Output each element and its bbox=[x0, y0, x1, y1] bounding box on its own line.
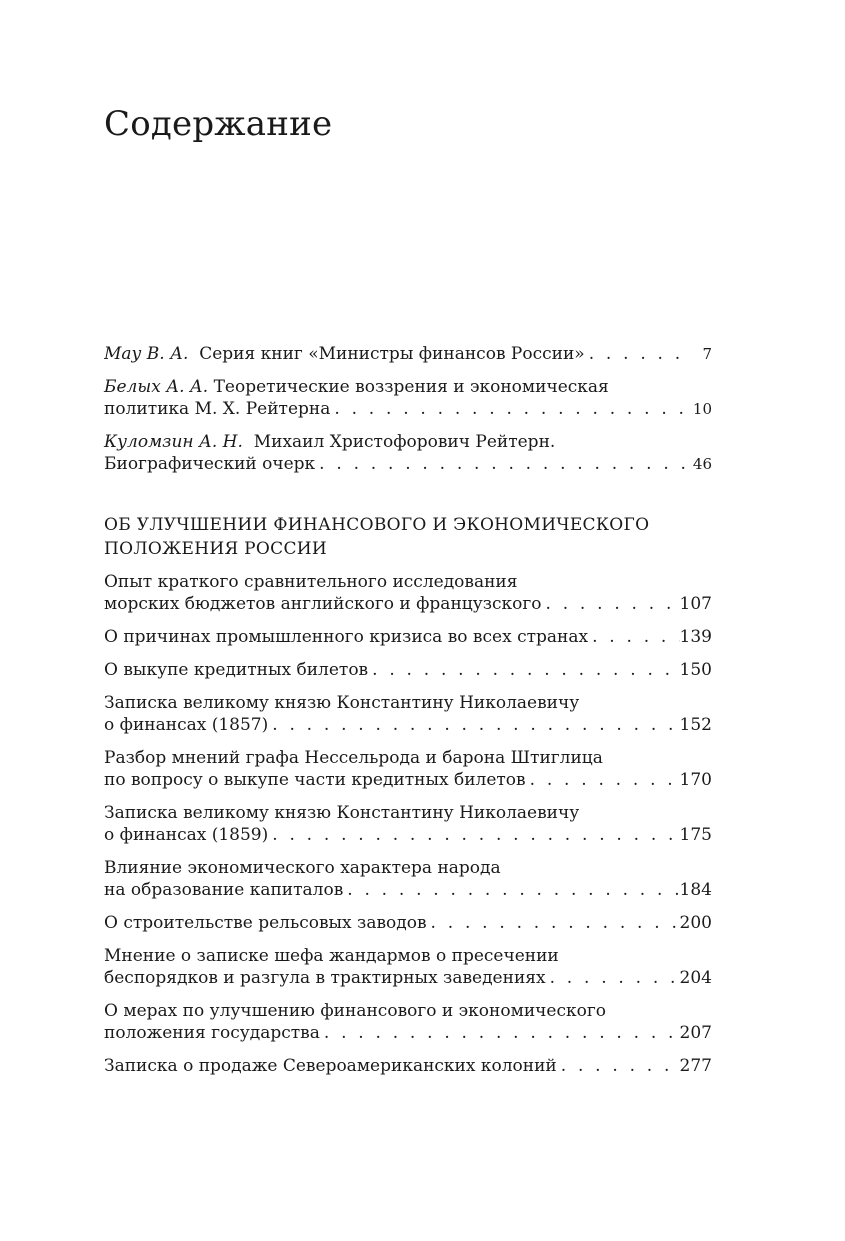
toc-entry[interactable] bbox=[104, 1055, 712, 1077]
toc-entry-line: Влияние экономического характера народа bbox=[104, 858, 501, 878]
toc-entry-title: политика М. Х. Рейтерна bbox=[104, 399, 331, 419]
toc-entry[interactable] bbox=[104, 912, 712, 934]
toc-entry-line bbox=[104, 1022, 712, 1044]
toc-entry-title: О причинах промышленного кризиса во всех странах bbox=[104, 627, 589, 647]
leader-dots bbox=[368, 659, 679, 681]
toc-entry-page: 139 bbox=[679, 627, 712, 647]
toc-entry-page: 277 bbox=[679, 1056, 712, 1076]
toc-entry-line: Разбор мнений графа Нессельрода и барона Штиглица bbox=[104, 748, 603, 768]
toc-entry-page: 175 bbox=[679, 825, 712, 845]
section-heading-line: ОБ УЛУЧШЕНИИ ФИНАНСОВОГО И ЭКОНОМИЧЕСКОГО bbox=[104, 515, 650, 535]
toc-entry-title: беспорядков и разгула в трактирных заведениях bbox=[104, 968, 546, 988]
toc-entry-title: О строительстве рельсовых заводов bbox=[104, 913, 427, 933]
toc-entry[interactable] bbox=[104, 343, 712, 365]
toc-entry-line bbox=[104, 431, 712, 453]
toc-entry-title: положения государства bbox=[104, 1023, 320, 1043]
leader-dots bbox=[526, 769, 680, 791]
leader-dots bbox=[343, 879, 679, 901]
toc-entry-line bbox=[104, 343, 712, 365]
section-heading bbox=[104, 513, 712, 561]
leader-dots bbox=[585, 343, 692, 365]
toc-entry-title: Теоретические воззрения и экономическая bbox=[213, 377, 609, 397]
leader-dots bbox=[427, 912, 680, 934]
toc-entry[interactable] bbox=[104, 945, 712, 989]
toc-entry-page: 10 bbox=[692, 400, 712, 418]
toc-entry-page: 152 bbox=[679, 715, 712, 735]
leader-dots bbox=[268, 714, 679, 736]
toc-entry-line bbox=[104, 769, 712, 791]
toc-entry-title: по вопросу о выкупе части кредитных билетов bbox=[104, 770, 526, 790]
leader-dots bbox=[546, 967, 680, 989]
toc-entry-line bbox=[104, 879, 712, 901]
toc-entry-page: 200 bbox=[679, 913, 712, 933]
leader-dots bbox=[588, 626, 679, 648]
toc-entry[interactable] bbox=[104, 692, 712, 736]
toc-entry-line bbox=[104, 912, 712, 934]
toc-entry[interactable] bbox=[104, 659, 712, 681]
leader-dots bbox=[542, 593, 680, 615]
toc-entry-page: 107 bbox=[679, 594, 712, 614]
toc-intro-list bbox=[104, 343, 712, 486]
toc-entry-title: морских бюджетов английского и французского bbox=[104, 594, 542, 614]
toc-entry-line: Опыт краткого сравнительного исследования bbox=[104, 572, 518, 592]
toc-entry[interactable] bbox=[104, 802, 712, 846]
toc-entry-title: о финансах (1859) bbox=[104, 825, 269, 845]
toc-entry-line bbox=[104, 626, 712, 648]
page-title: Содержание bbox=[104, 104, 333, 144]
toc-entry-page: 170 bbox=[679, 770, 712, 790]
section-heading-line: ПОЛОЖЕНИЯ РОССИИ bbox=[104, 539, 328, 559]
toc-entry-title: о финансах (1857) bbox=[104, 715, 269, 735]
toc-entry-page: 46 bbox=[692, 455, 712, 473]
toc-entry-line bbox=[104, 967, 712, 989]
toc-entry-title: Записка о продаже Североамериканских колоний bbox=[104, 1056, 557, 1076]
toc-entry[interactable] bbox=[104, 1000, 712, 1044]
leader-dots bbox=[320, 1022, 680, 1044]
toc-entry-title: Биографический очерк bbox=[104, 454, 316, 474]
toc-entry-line bbox=[104, 453, 712, 475]
toc-entry-author: Белых А. А. bbox=[104, 377, 209, 397]
toc-entry[interactable] bbox=[104, 431, 712, 475]
toc-entry-line bbox=[104, 376, 712, 398]
toc-entry-line: Записка великому князю Константину Николаевичу bbox=[104, 693, 580, 713]
leader-dots bbox=[330, 398, 692, 420]
leader-dots bbox=[557, 1055, 680, 1077]
toc-entry-line bbox=[104, 714, 712, 736]
toc-entry[interactable] bbox=[104, 571, 712, 615]
leader-dots bbox=[315, 453, 692, 475]
toc-entry-title: на образование капиталов bbox=[104, 880, 344, 900]
toc-entry-title: О выкупе кредитных билетов bbox=[104, 660, 369, 680]
toc-entry-author: Мау В. А. bbox=[104, 344, 189, 364]
toc-entry[interactable] bbox=[104, 747, 712, 791]
toc-entry-line bbox=[104, 398, 712, 420]
toc-entry-title: Михаил Христофорович Рейтерн. bbox=[253, 432, 556, 452]
toc-entry-line bbox=[104, 1055, 712, 1077]
toc-entry-author: Куломзин А. Н. bbox=[104, 432, 243, 452]
toc-entry-line: Записка великому князю Константину Николаевичу bbox=[104, 803, 580, 823]
leader-dots bbox=[268, 824, 679, 846]
toc-entry-page: 204 bbox=[679, 968, 712, 988]
toc-entry-page: 7 bbox=[702, 345, 712, 363]
toc-section bbox=[104, 513, 712, 1088]
toc-entry-page: 184 bbox=[679, 880, 712, 900]
toc-entry-title: Серия книг «Министры финансов России» bbox=[199, 344, 585, 364]
toc-entry-page: 207 bbox=[679, 1023, 712, 1043]
toc-entry-line bbox=[104, 593, 712, 615]
toc-entry-page: 150 bbox=[679, 660, 712, 680]
toc-entry-line: О мерах по улучшению финансового и экономического bbox=[104, 1001, 606, 1021]
toc-entry-line: Мнение о записке шефа жандармов о пресечении bbox=[104, 946, 559, 966]
toc-entry-line bbox=[104, 659, 712, 681]
toc-entry[interactable] bbox=[104, 376, 712, 420]
toc-entry[interactable] bbox=[104, 857, 712, 901]
toc-entry[interactable] bbox=[104, 626, 712, 648]
toc-entry-line bbox=[104, 824, 712, 846]
